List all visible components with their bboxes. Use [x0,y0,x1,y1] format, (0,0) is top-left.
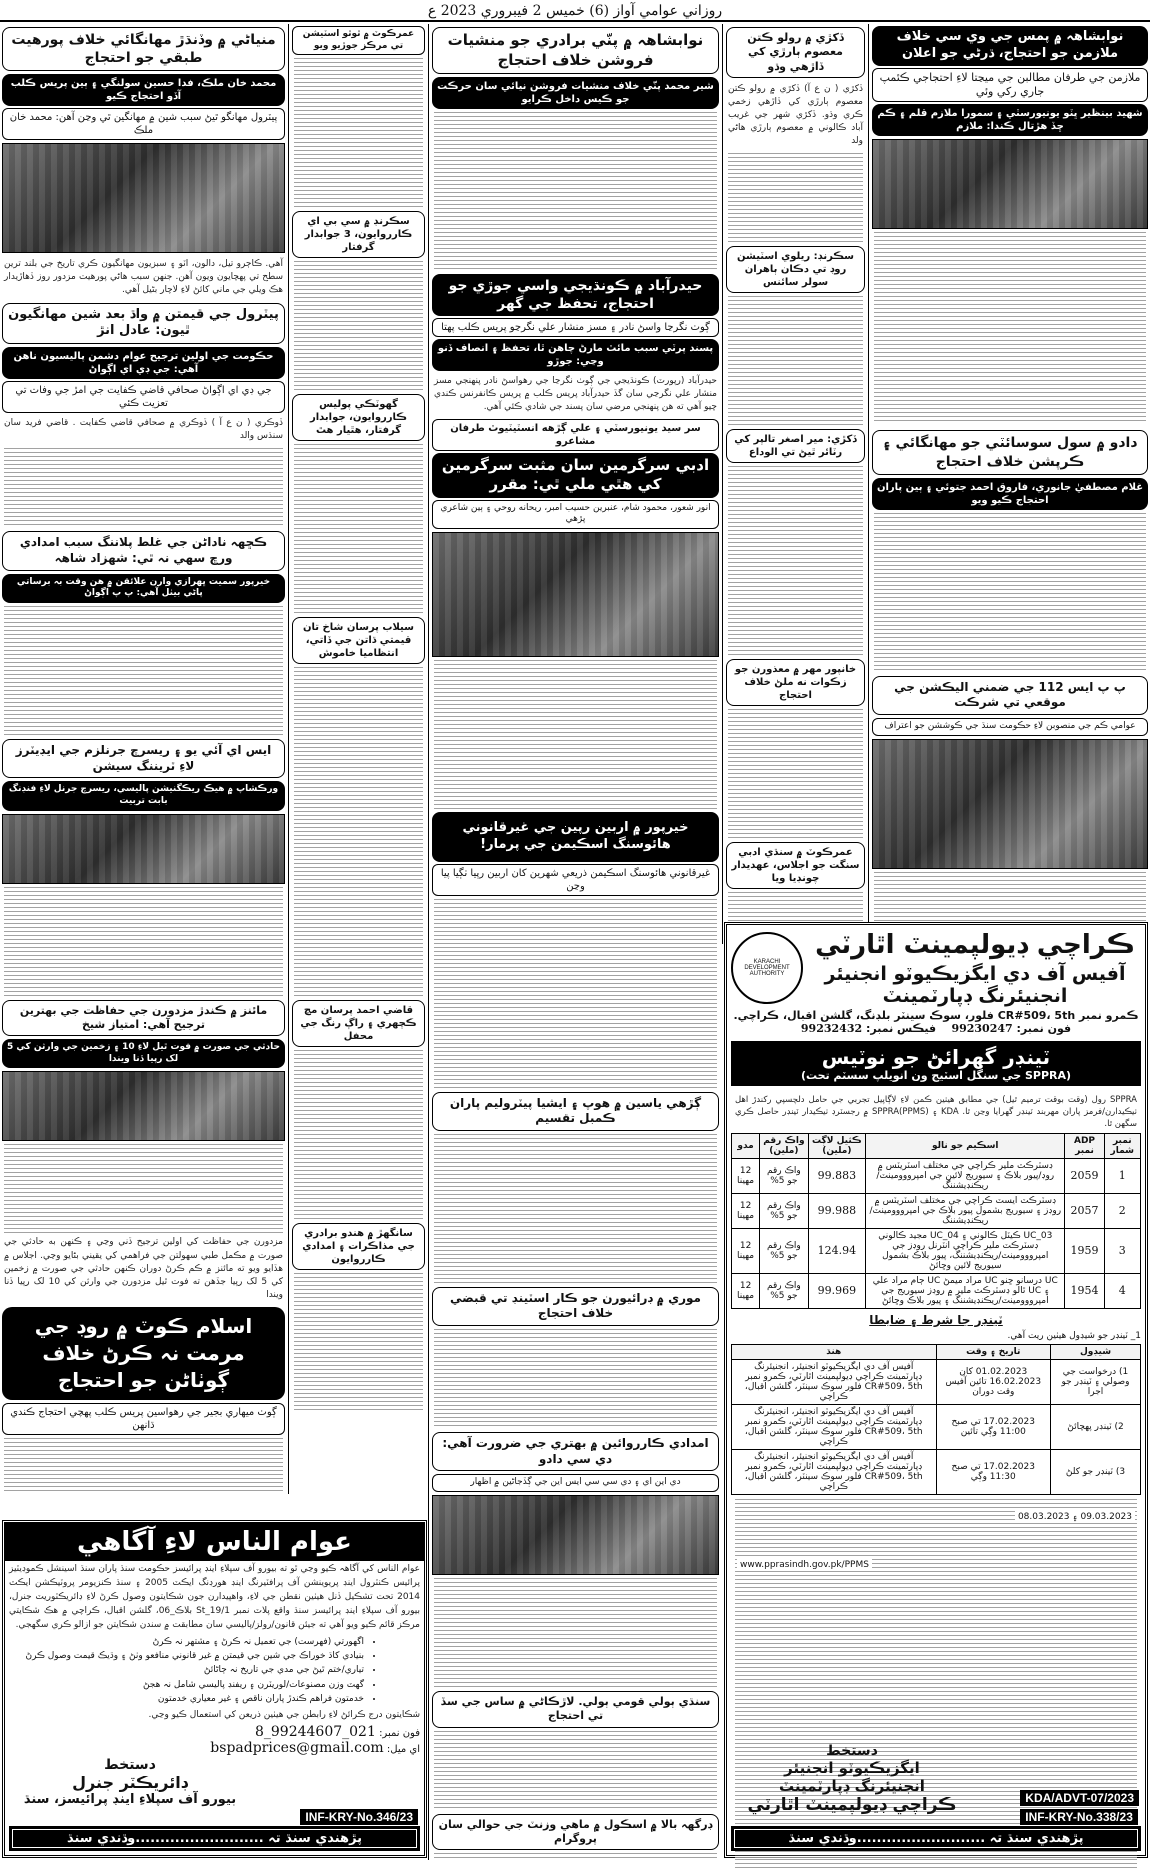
column-divider [288,24,289,1494]
list-item: • اگهورتي (فهرست) جي تعميل نہ ڪرڻ ۽ مشتهر نہ ڪرڻ [5,1635,364,1649]
subheadline: پسند پرٽي سبب مائٽ مارڻ چاهن ٿا، تحفظ ۽ انصاف ڏنو وڃي: جوڙو [432,339,719,371]
headline: موري ۾ ڊرائيورن جو ڪار اسٽينڊ تي قبضي خلاف احتجاج [432,1287,719,1326]
cell-serial: 4 [1104,1273,1140,1308]
notice-banner [731,1041,1141,1086]
column-header: هنڌ [732,1344,937,1359]
article-body [728,466,863,656]
article-body [434,1731,717,1811]
ad-footer-slogan: پڙهندي سنڌ تہ ..........................وڌندي سنڌ [9,1826,420,1851]
headline: اسلام ڪوٽ ۾ روڊ جي مرمت نہ ڪرڻ خلاف ڳوٺاڻن جو احتجاج [2,1307,285,1400]
cell-venue: آفيس آف دي ايگزيڪيوٽو انجنيئر، انجنيئرنگ ڊپارٽمينٽ ڪراچي ڊيولپمينٽ اٿارٽي، ڪمرو نمبر CR#509، 5th فلور سوڪ سينٽر، گلشن اقبال، ڪراچي [732,1449,937,1494]
subheadline: ملازمن جي طرفان مطالبن جي ميڃتا لاءِ احتجاجي ڪئمپ جاري رکي وئي [872,68,1148,103]
headline: منياڻي ۾ وڏنڌڙ مهانگائي خلاف پورهيت طبقي جو احتجاج [2,27,285,71]
ad-subtitle: انجنيئرنگ ڊپارٽمينٽ [882,984,1068,1007]
cell-adp: 2057 [1065,1193,1104,1228]
headline: ڊرگهہ بالا ۾ اسڪول ۾ ماهي وزنٽ جي حوالي سان پروگرام [432,1814,719,1851]
cell-schedule: 2) ٽينڊر پهچائڻ [1051,1404,1141,1449]
cell-cost: 99.969 [808,1273,865,1308]
tender-table [731,1133,1141,1309]
ad-footer-slogan: پڙهندي سنڌ تہ ..........................وڌندي سنڌ [731,1826,1141,1851]
cell-schedule: 1) درخواست جي وصولي ۽ ٽينڊر جو اجرا [1051,1359,1141,1404]
cell-datetime: 17.02.2023 تي صبح 11:00 وڳي تائين [936,1404,1051,1449]
ref-number: INF-KRY-No.338/23 [1020,1809,1138,1825]
phone-number: 99230247 [951,1021,1013,1035]
article-body [434,899,717,1089]
news-photo [872,139,1148,229]
article-body: مزدورن جي حفاظت کي اولين ترجيح ڏني وڃي ۽ ڪنهن به حادثي جي صورت ۾ مڪمل طبي سهولتن جي فراهمي کي يقيني بڻايو وڃي. اجلاس ۾ هڏايو ويو ته مائنز ۾ ڪم ڪرڻ دوران ڪنهن حادثي جي صورت ۾ زخمين کي 5 لک رپيا جڏهن ته فوت ٿيل مزدورن جي وارثن کي 10 لک رپيا ڏنا ويندا [4,1237,283,1300]
kda-logo-icon [731,932,803,1004]
ad-reference [1020,1790,1139,1825]
column-header: تاريخ ۽ وقت [936,1344,1051,1359]
headline: خانپور مهر ۾ معذورن جو زڪوات نه ملڻ خلاف احتجاج [726,659,865,706]
column-header: مدو [732,1133,760,1158]
phone-number: 021_99244607_8 [254,1723,376,1740]
headline: سڪرنڊ ۾ سي بي اي ڪارروايون، 3 جوابدار گرفتار [292,211,425,258]
signatory-org: ڪراچي ڊيولپمينٽ اٿارٽي [747,1795,957,1815]
cell-adp: 1959 [1065,1228,1104,1273]
table-row [732,1158,1141,1193]
column-2 [724,24,867,944]
signatory-dept: انجنيئرنگ ڊپارٽمينٽ [779,1777,925,1795]
headline: عمرڪوٽ ۾ ٿوٿو اسٽيشن تي مرڪز جوڙيو ويو [292,26,425,55]
article-body [4,1438,283,1494]
subheadline: غلام مصطفيٰ جانوري، فاروق احمد جتوئي ۽ ٻين پاران احتجاج ڪيو ويو [872,478,1148,510]
article-body: حيدرآباد (رپورٽ) ڪونڌيجي جي ڳوٺ نگرڃا جي رهواسڻ نادر پنهنجي مسز منشار علي نگرڃي سان گڏ حيدرآباد پريس ڪلب ۾ پريس ڪانفرنس ڪندي چيو آهي ته هن پنهنجي مرضي سان پسند جي شادي ڪئي آهي. [434,376,717,413]
signature-label: دستخط [826,1743,878,1759]
cell-duration: 12 مهينا [732,1228,760,1273]
headline: پ پ ايس 112 جي ضمني اليڪشن جي موقعي تي شرڪت [872,676,1148,715]
table-row [732,1228,1141,1273]
article-body: ڏوڪري ( ن ع آ ) ڏوڪري ۾ صحافي قاضي ڪفايت . قاضي فريد سان سنڌس والد [4,418,283,442]
fax-number: 99232432 [800,1021,863,1035]
headline: ڳڙهي ياسين ۾ هوپ ۽ ايشيا پيٽروليم پاران ڪمبل تقسيم [432,1092,719,1131]
article-body [434,660,717,810]
article-body [294,444,423,614]
email-label: اي ميل: [386,1743,420,1755]
subheadline: غيرقانوني هائوسنگ اسڪيمن ذريعي شهرين کان اربين رپيا ٺڳيا پيا وڃن [432,864,719,896]
column-3 [430,24,721,1860]
cell-deposit: واڪ رقم جو 5% [760,1193,808,1228]
article-body [294,261,423,391]
column-divider [868,24,869,944]
notice-title: ٽينڊر گهرائڻ جو نوٽيس [821,1044,1051,1069]
news-photo [2,814,285,884]
headline: ڏکڙي ۾ رولو ڪتن معصوم ٻارڙي کي ڏاڙهي وڌو [726,27,865,78]
headline: نوابشاهہ ۾ پنّي برادري جو منشيات فروشن خلاف احتجاج [432,27,719,74]
notice-subtitle: (SPPRA جي سنگل اسٽيج ون انويلپ سسٽم تحت) [800,1068,1072,1082]
column-1 [870,24,1150,944]
article-body [728,153,863,243]
headline: عمرڪوٽ ۾ سنڌي ادبي سنگت جو اجلاس، عهديدار چونڊيا ويا [726,842,865,889]
headline: امدادي ڪارروائين ۾ بهتري جي ضرورت آهي: دي سي دادو [432,1432,719,1471]
conditions-dates: 09.03.2023 ۽ 08.03.2023 [1015,1511,1135,1523]
article-body [434,1329,717,1429]
ad-subtitle: آفيس آف دي ايگزيڪيوٽو انجنيئر [824,962,1126,985]
fax-label: فيڪس نمبر: [865,1021,937,1035]
cell-scheme: UC درسانو ڇنو UC مراد ميمڻ UC ڄام مراد علي ۽ UC ٿالو ڊسٽرڪٽ ملير ۾ روڊز سيوريج جي امپرووومينٽ/ريڪنڊيشننگ ۽ پيور بلاڪ وڇائڻ [866,1273,1065,1308]
article-body [294,667,423,997]
ad-public-notice [2,1520,427,1858]
cell-datetime: 17.02.2023 تي صبح 11:30 وڳي [936,1449,1051,1494]
subheadline: حڪومت جي اولين ترجيح عوام دشمن پاليسيون ناهن آهي: جي ڊي اي اڳواڻ [2,347,285,379]
subheadline: ورڪشاپ ۾ هيڪ ريڪگنيشن پاليسي، ريسرچ جرنل لاءِ فنڊنگ بابت تربيت [2,781,285,810]
terms-title: ٽينڊر جا شرط ۽ ضابطا [869,1312,1003,1327]
ad-address: ڪمرو نمبر CR#509، 5th فلور، سوڪ سينٽر بلڊنگ، گلشن اقبال، ڪراچي. [733,1008,1139,1022]
cell-schedule: 3) ٽينڊر جو کلڻ [1051,1449,1141,1494]
signatory-title: ايگزيڪيوٽو انجنيئر [784,1759,920,1777]
column-divider [428,24,429,1860]
cell-scheme: ڊسٽرڪٽ ايسٽ ڪراچي جي مختلف اسٽريٽس ۾ روڊز ۽ سيوريج بشمول پيور بلاڪ جي امپرووومينٽ/ريڪنڊيشننگ [866,1193,1065,1228]
table-row [732,1404,1141,1449]
ad-header [731,929,1141,1007]
article-body [4,1144,283,1234]
cell-duration: 12 مهينا [732,1193,760,1228]
cell-venue: آفيس آف دي ايگزيڪيوٽو انجنيئر، انجنيئرنگ ڊپارٽمينٽ ڪراچي ڊيولپمينٽ اٿارٽي، ڪمرو نمبر CR#509، 5th فلور سوڪ سينٽر، گلشن اقبال، ڪراچي [732,1359,937,1404]
cell-cost: 99.988 [808,1193,865,1228]
phone-label: فون نمبر: [1016,1021,1072,1035]
column-header: ADP نمبر [1065,1133,1104,1158]
list-item: • گهٽ وزن مصنوعات/لوريٽرن ۽ ريفنڊ پاليسي شامل نہ هجڻ [5,1678,364,1692]
cell-adp: 2059 [1065,1158,1104,1193]
article-body [434,1853,717,1860]
signature-block [737,1743,967,1815]
subheadline: ڳوٺ ميهاري بجير جي رهواسين پريس ڪلب پهچي احتجاج ڪندي ڌانهن [2,1403,285,1435]
ad-paragraph: عوام الناس کي آگاهہ ڪيو وڃي ٿو ته بيورو آف سپلاءِ اينڊ پرائيسز حڪومت سنڌ پاران سنڌ اسينشل ڪموڊيٽيز پرائيس ڪنٽرول اينڊ پريوينشن آف پرافٽيرنگ اينڊ هورڊنگ ايڪٽ 2005 ۽ سنڌ ڪنزيومر پروٽيڪشن ايڪٽ 2014 تحت تشڪيل ڏنل هيٺين نقطن جي لاءِ، واهپيدارن جون شڪايتون وصول ڪرڻ لاءِ ڊائريڪٽوريٽ جنرل، بيورو آف سپلاءِ اينڊ پرائيسز سنڌ واقع پلاٽ نمبر St_19/1 بلاڪ_06، گلشن اقبال، ڪراچي ۾ هڪ شڪايتي مرڪز قائم ڪيو ويو آهي ته جيئن قانون/رولز/پاليسي سان مطابقت ۾ سندن شڪايتن جو ازالو ڪري سگهجي. [9,1564,420,1630]
news-photo [2,143,285,253]
cell-venue: آفيس آف دي ايگزيڪيوٽو انجنيئر، انجنيئرنگ ڊپارٽمينٽ ڪراچي ڊيولپمينٽ اٿارٽي، ڪمرو نمبر CR#509، 5th فلور سوڪ سينٽر، گلشن اقبال، ڪراچي [732,1404,937,1449]
table-row [732,1449,1141,1494]
headline: حيدرآباد ۾ ڪونڌيجي واسي جوڙي جو احتجاج، تحفظ جي گهر [432,274,719,316]
email-link[interactable]: bspadprices@gmail.com [210,1739,384,1756]
phone-row [5,1724,424,1740]
cell-scheme: UC_03 ڪيٽل ڪالوني ۽ UC_04 مجيد ڪالوني ڊسٽرڪٽ ملير ڪراچي انٽرنل روڊز جي امپرووومينٽ/ريڪنڊيشننگ، پيور بلاڪ بشمول سيوريج لائين وڇائڻ [866,1228,1065,1273]
list-item: • تياري/ختم ٿيڻ جي مدي جي تاريخ نہ ڄاڻائڻ [5,1663,364,1677]
cell-cost: 99.883 [808,1158,865,1193]
column-divider [722,24,723,944]
cell-adp: 1954 [1065,1273,1104,1308]
headline: ڪڇهہ ناداڻن جي غلط پلاننگ سبب امدادي ورڇ سهي نہ ٿي: شهزاد شاهہ [2,531,285,570]
headline: خيرپور ۾ اربين رپين جي غيرقانوني هائوسنگ اسڪيمن جي پرمار! [432,812,719,862]
cell-scheme: ڊسٽرڪٽ ملير ڪراچي جي مختلف اسٽريٽس ۾ روڊ/پيور بلاڪ ۽ سيوريج لائين جي امپرووومينٽ/ريڪنڊيشننگ [866,1158,1065,1193]
headline: سڪرنڊ: ريلوي اسٽيشن روڊ تي دڪان ٻاهران سولر سائنس [726,246,865,293]
cell-serial: 3 [1104,1228,1140,1273]
ad-tender-notice [724,922,1148,1858]
complaint-list [5,1635,424,1707]
cell-duration: 12 مهينا [732,1273,760,1308]
column-header: اسڪيم جو نالو [866,1133,1065,1158]
table-row [732,1193,1141,1228]
news-photo [432,1495,719,1575]
ad-title: عوام الناس لاءِ آگاهي [5,1523,424,1561]
cell-serial: 2 [1104,1193,1140,1228]
article-body [4,448,283,528]
article-body [294,1273,423,1413]
contact-note: شڪايتون درج ڪرائڻ لاءِ رابطن جي هيٺين ذريعن کي استعمال ڪيو وڃي. [148,1709,420,1720]
headline: دادو ۾ سول سوسائٽي جو مهانگائي ۽ ڪرپشن خلاف احتجاج [872,430,1148,474]
headline: ادبي سرگرمين سان مثبت سرگرمين کي هٿي ملي ٿي: مقرر [432,453,719,498]
subheadline: حادثي جي صورت ۾ فوت ٿيل لاءِ 10 ۽ زخمين جي وارثن کي 5 لک رپيا ڏنا ويندا [2,1039,285,1068]
headline: ڏکڙي: مير اصغر تالپر کي رٽائر ٿيڻ تي الوداع [726,429,865,463]
article-body [294,1050,423,1220]
ref-number: INF-KRY-No.346/23 [300,1809,418,1825]
kicker: سر سيد يونيورسٽي ۽ علي ڳڙهه انسٽيٽيوٽ طرفان مشاعرو [432,419,719,451]
ref-number: KDA/ADVT-07/2023 [1020,1790,1139,1806]
headline: قاضي احمد پرسان مچ ڪچهري ۽ راڳ رنگ جي محفل [292,1000,425,1047]
subheadline: شير محمد پنّي خلاف منشيات فروشن نيائي سان حرڪت جو ڪيس داخل ڪرايو [432,77,719,109]
news-photo [872,739,1148,869]
column-5 [0,24,287,1494]
table-row [732,1273,1141,1308]
article-body [434,112,717,272]
ad-reference [300,1806,418,1825]
article-body [294,58,423,208]
column-header: ڪثيل لاڳت (ملين) [808,1133,865,1158]
tender-intro: SPPRA رول (وقت بوقت ترميم ٿيل) جي مطابق هيٺين ڪمن لاءِ لاڳاپيل تجربي جي حامل دلچسپي رکندڙ اهل ٺيڪيدارن/فرمز پاران مهربند ٽينڊر گهرايا وڃن ٿا. KDA ۽ SPPRA(PPMS) ۾ رجسٽرڊ ٺيڪيدار ٽينڊر حاصل ڪري سگهن ٿا. [735,1094,1137,1130]
subheadline: جي ڊي اي اڳواڻ صحافي قاضي ڪفايت جي امڙ جي وفات تي تعزيت ڪئي [2,381,285,413]
signatory-title: ڊائريڪٽر جنرل [72,1773,188,1792]
article-body: ڏکڙي ( ن ع آ) ڏکڙي ۾ رولو ڪتن معصوم ٻارڙي کي ڏاڙهي زخمي ڪري وڌو. ڏکڙي شهر جي غريب آباد ڪالوني ۾ معصوم ٻارڙي هاڻي ولد [728,83,863,147]
news-photo [432,532,719,657]
signatory-org: بيورو آف سپلاءِ اينڊ پرائيسز، سنڌ [23,1792,237,1807]
cell-deposit: واڪ رقم جو 5% [760,1158,808,1193]
subheadline: انور شعور، محمود شام، عنبرين حسيب امبر، ريحانه روحي ۽ ٻين شاعري پڙهي [432,500,719,529]
email-row [5,1740,424,1756]
column-header: شيڊول [1051,1344,1141,1359]
headline: ايس اي آئي يو ۽ ريسرچ جرنلزم جي ايڊيٽرز لاءِ ٽريننگ سيشن [2,739,285,778]
cell-cost: 124.94 [808,1228,865,1273]
phone-label: فون نمبر: [379,1727,420,1739]
cell-datetime: 01.02.2023 کان 16.02.2023 تائين آفيس وقت دوران [936,1359,1051,1404]
masthead: روزاني عوامي آواز (6) خميس 2 فيبروري 2023 ع [0,0,1150,22]
signature-block [15,1757,245,1807]
article-body [4,887,283,997]
news-photo [2,1071,285,1141]
subheadline: دي اين اي ۽ دي سي سي ايس اين جي ڳڏجاڻين ۾ اظهار [432,1474,719,1492]
schedule-table [731,1344,1141,1495]
subheadline: محمد خان ملڪ، فدا حسين سولنگي ۽ ٻين پريس ڪلب آڏو احتجاج ڪيو [2,74,285,106]
headline: مائنز ۾ ڪندڙ مزدورن جي حفاظت جي بهترين ترجيح آهي: امتياز شيخ [2,1000,285,1037]
headline: گهوٽڪي پوليس ڪارروايون، جوابدار گرفتار، هٿيار هٿ [292,394,425,441]
headline: سنڌي ٻولي قومي ٻولي. لاڙڪاڻي ۾ ساس جي سڏ تي احتجاج [432,1691,719,1728]
subheadline: خيرپور سميت ڀهرازي وارن علائقن ۾ هن وقت بہ برساتي پاڻي بيٺل آهي: پ پ اڳواڻ [2,574,285,603]
cell-deposit: واڪ رقم جو 5% [760,1228,808,1273]
logo-text: KARACHI DEVELOPMENT AUTHORITY [744,958,790,977]
subheadline: عوامي ڪم جي منصوبن لاءِ حڪومت سنڌ جي ڪوششن جو اعتراف [872,718,1148,736]
ad-contacts [731,1022,1141,1035]
article-body: آهي. ڪاڄرو تيل، دالون، اٽو ۽ سبزيون مهانگيون ڪري تاريخ جي بلند ترين سطح تي پهچايون ويون آهن. جنهن سبب هاڻي پورهيت مزدور روز ڏهاڙيدار هڪ ويلي جي ماني کائڻ لاءِ لاچار بڻيل آهي. [4,259,283,296]
column-header: واڪ رقم (ملين) [760,1133,808,1158]
article-body [874,513,1146,673]
cell-duration: 12 مهينا [732,1158,760,1193]
subheadline: ڳوٺ نگرڃا واسڻ نادر ۽ مسز منشار علي نگرڃو پريس ڪلب پهتا [432,318,719,337]
headline: سيلاب پرسان شاخ تان قيمتي ڌاتن جي ڏاتي، انتظاميا خاموش [292,617,425,664]
ad-title: ڪراچي ڊيولپمينٽ اٿارٽي [815,930,1135,960]
subheadline: پيٽرول مهانگو ٿيڻ سبب شين ۾ مهانگين ٿي وڃن آهن: محمد خان ملڪ [2,108,285,140]
column-header: نمبر شمار [1104,1133,1140,1158]
headline: نوابشاهہ ۾ پمس جي وي سي خلاف ملازمن جو احتجاج، ڌرڻي جو اعلان [872,26,1148,66]
ppra-website-link[interactable]: www.pprasindh.gov.pk/PPMS [737,1559,872,1571]
article-body [4,606,283,736]
column-4 [290,24,427,1494]
headline: سانگهڙ ۾ هندو برادري جي مذاڪرات ۽ امدادي ڪارروايون [292,1223,425,1270]
article-body [728,296,863,426]
subheadline: شهيد بينظير ڀٽو يونيورسٽي ۽ سمورا ملازم قلم ۽ ڪم ڇڏ هڙتال ڪندا: ملازم [872,104,1148,136]
article-body [434,1134,717,1284]
cell-serial: 1 [1104,1158,1140,1193]
list-item: • بنيادي کاڌ خوراڪ جي شين جي قيمتن ۾ غير قانوني منافعو وٺڻ ۽ وڌيڪ قيمت وصول ڪرڻ [5,1649,364,1663]
schedule-intro: 1_ ٽينڊر جو شيڊول هيٺين ريت آهي. [1007,1330,1141,1341]
cell-deposit: واڪ رقم جو 5% [760,1273,808,1308]
table-row [732,1359,1141,1404]
article-body [874,232,1146,422]
signature-label: دستخط [104,1757,156,1773]
headline: پيٽرول جي قيمتن ۾ واڌ بعد شين مهانگيون ٿيون: عادل انڙ [2,303,285,345]
article-body [728,709,863,839]
article-body [434,1578,717,1688]
list-item: • خدمتون فراهم ڪندڙ پاران ناقص ۽ غير معياري خدمتون [5,1692,364,1706]
